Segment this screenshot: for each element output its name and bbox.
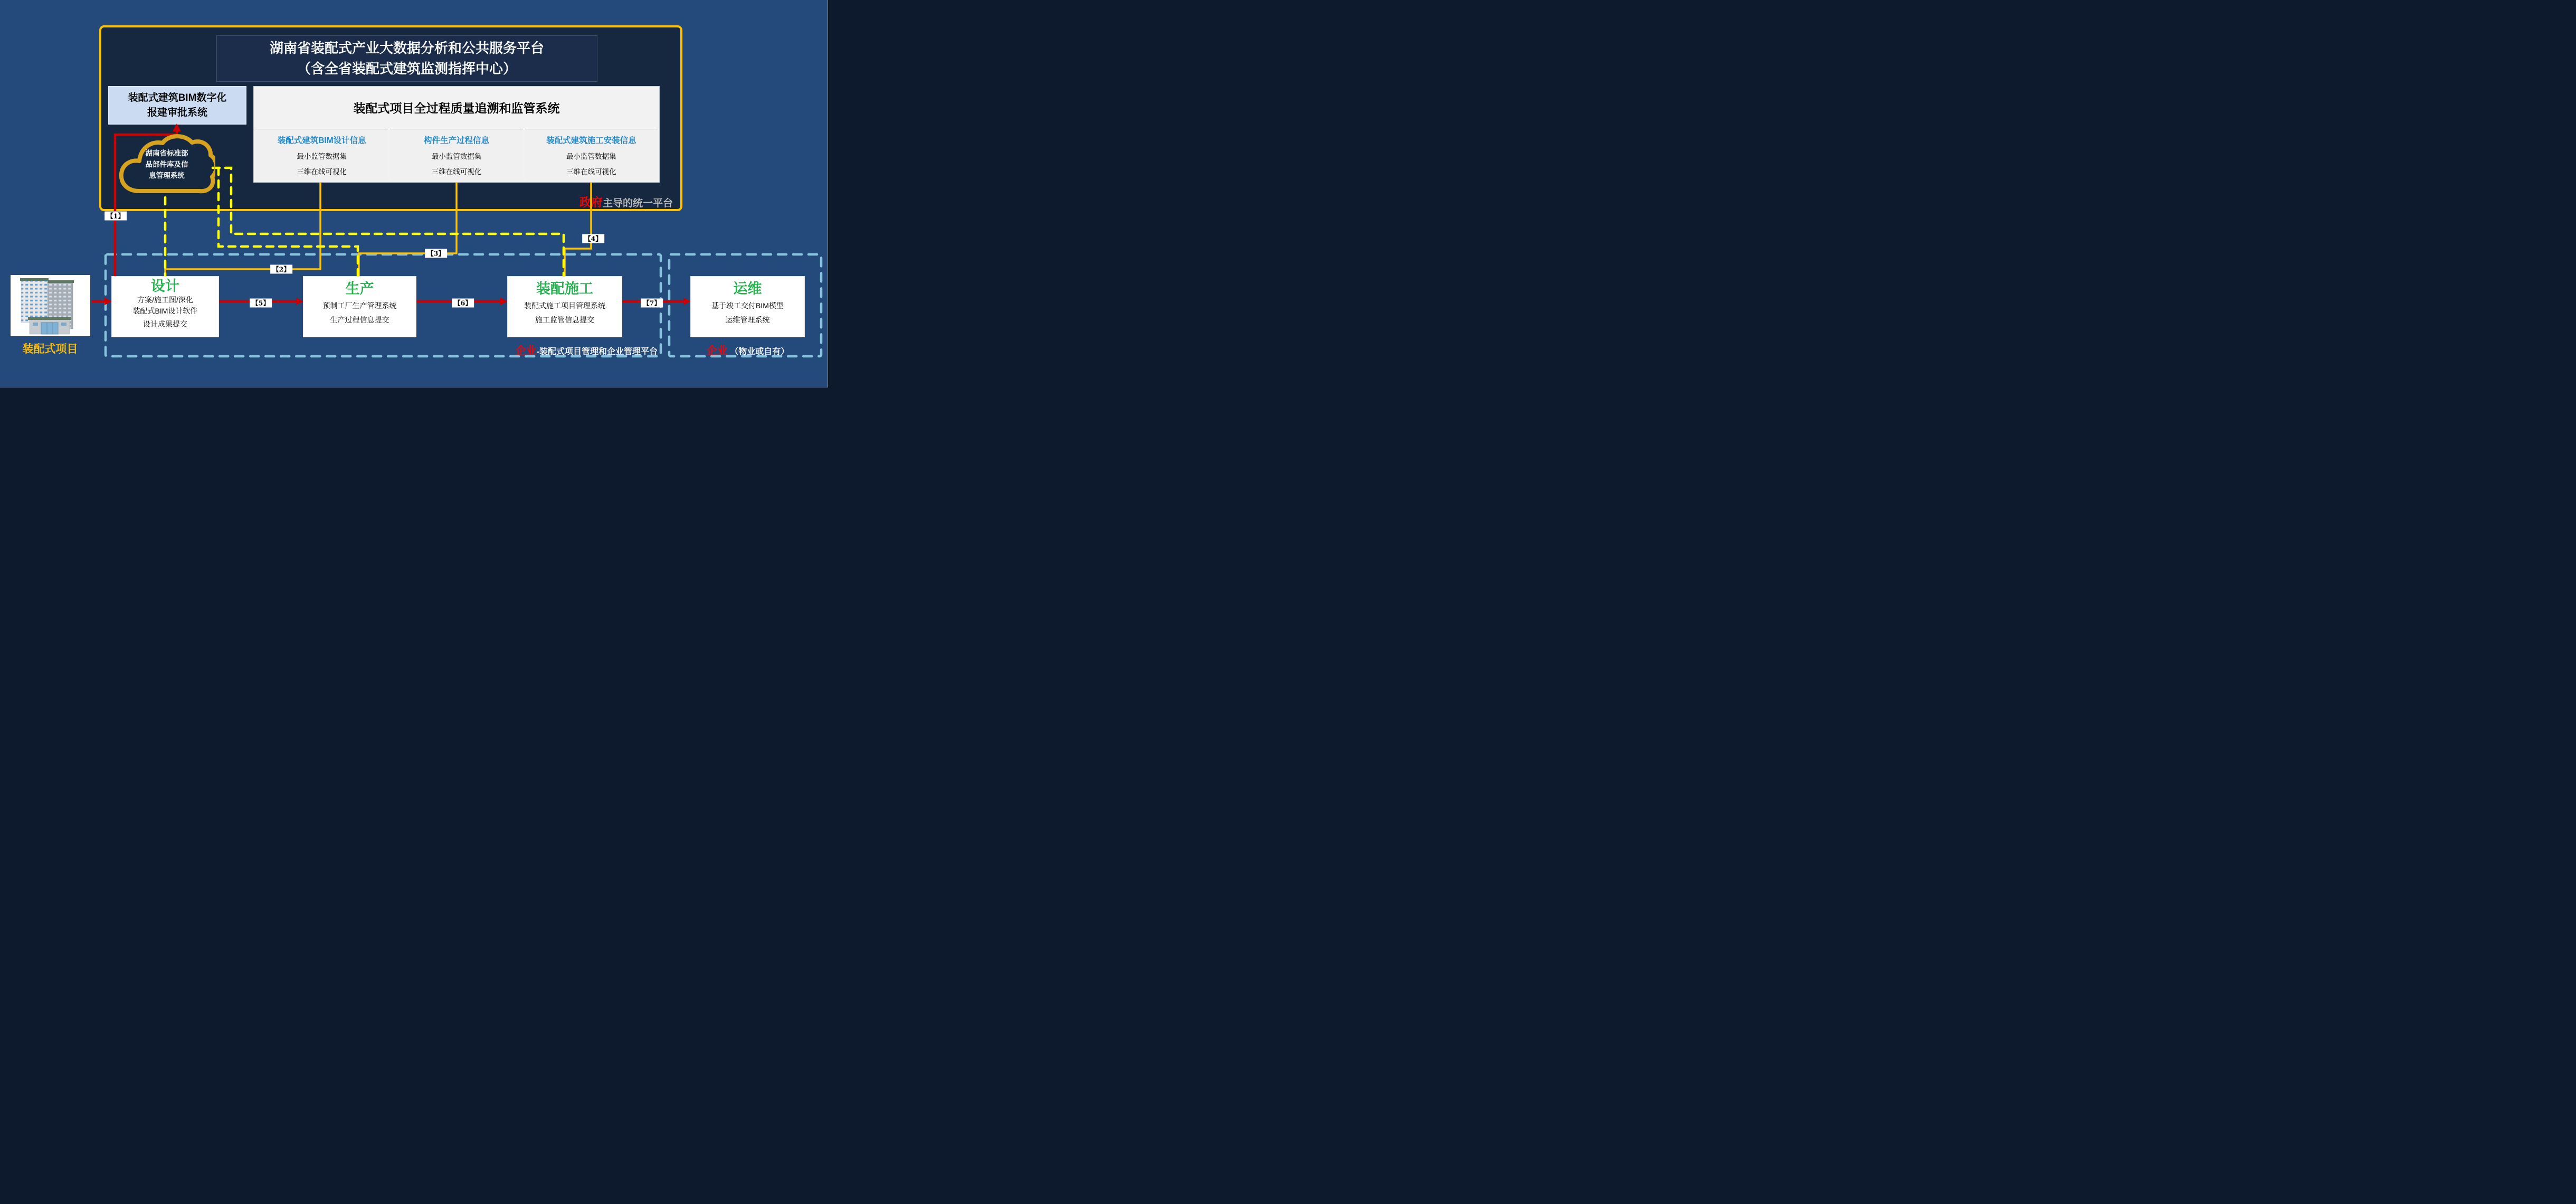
flow-box-operation (691, 277, 804, 337)
red-arrowhead-production (296, 298, 303, 305)
assembly-line: 施工监管信息提交 (535, 316, 594, 325)
cloud-line3: 息管理系统 (149, 171, 185, 179)
cloud-line1: 湖南省标准部 (145, 149, 188, 157)
design-line: 设计成果提交 (143, 320, 187, 329)
column-header: 构件生产过程信息 (423, 136, 489, 145)
enterprise1-rest: -装配式项目管理和企业管理平台 (536, 347, 658, 356)
design-line: 方案/施工图/深化 (137, 296, 193, 305)
red-arrowhead-approval (173, 124, 181, 131)
connector-label-1: 【1】 (104, 212, 127, 221)
supervision-title: 装配式项目全过程质量追溯和监管系统 (353, 101, 560, 115)
gold-connector-assembly (565, 183, 591, 277)
operation-title: 运维 (733, 281, 762, 297)
column-line: 三维在线可视化 (431, 168, 482, 176)
gold-connector-production (359, 183, 457, 277)
connector-label-2: 【2】 (270, 265, 292, 274)
connector-label-7: 【7】 (641, 299, 663, 308)
column-header: 装配式建筑施工安装信息 (546, 136, 636, 145)
red-arrowhead-design (104, 298, 112, 305)
flow-box-assembly (508, 277, 622, 337)
design-line: 装配式BIM设计软件 (132, 307, 198, 316)
flow-box-design (112, 277, 218, 337)
column-line: 三维在线可视化 (297, 168, 347, 176)
diagram-canvas (0, 0, 828, 387)
connector-label-6: 【6】 (452, 299, 474, 308)
connector-label-4: 【4】 (582, 234, 604, 243)
platform-title-line1: 湖南省装配式产业大数据分析和公共服务平台 (269, 40, 544, 56)
enterprise2-rest: （物业或自有） (730, 347, 790, 356)
column-line: 最小监管数据集 (297, 153, 347, 160)
cloud-system-label (127, 148, 207, 182)
project-label: 装配式项目 (22, 343, 78, 355)
assembly-title: 装配施工 (536, 281, 593, 297)
approval-line1: 装配式建筑BIM数字化 (128, 92, 227, 103)
column-line: 三维在线可视化 (566, 168, 616, 176)
connector-label-3: 【3】 (425, 249, 447, 258)
red-arrowhead-operation (683, 298, 691, 305)
operation-line: 基于竣工交付BIM模型 (711, 301, 784, 310)
column-line: 最小监管数据集 (566, 153, 616, 160)
footer-highlight: 政府 (579, 196, 603, 209)
building-front-tower (21, 280, 47, 323)
column-header: 装配式建筑BIM设计信息 (277, 136, 366, 145)
production-title: 生产 (345, 281, 374, 297)
operation-line: 运维管理系统 (725, 316, 770, 325)
yellow-dashed-cloud-to-production (218, 168, 358, 277)
building-entrance (41, 323, 58, 334)
enterprise-owner-label (679, 342, 817, 357)
flow-box-production (303, 277, 416, 337)
column-line: 最小监管数据集 (431, 153, 482, 160)
production-line: 生产过程信息提交 (330, 316, 389, 325)
enterprise-platform-label (464, 342, 658, 357)
footer-rest: 主导的统一平台 (603, 198, 673, 209)
production-line: 预制工厂生产管理系统 (322, 301, 397, 310)
cloud-line2: 品部件库及信 (145, 160, 188, 168)
platform-title-line2: （含全省装配式建筑监测指挥中心） (297, 61, 517, 77)
approval-line2: 报建审批系统 (147, 107, 207, 118)
building-illustration (11, 275, 90, 336)
design-title: 设计 (151, 278, 179, 294)
red-arrowhead-assembly (500, 298, 508, 305)
enterprise1-highlight: 企业 (515, 345, 537, 357)
yellow-dashed-cloud-to-assembly (213, 168, 564, 277)
enterprise2-highlight: 企业 (706, 345, 728, 357)
assembly-line: 装配式施工项目管理系统 (524, 301, 605, 310)
connector-label-5: 【5】 (250, 299, 272, 308)
